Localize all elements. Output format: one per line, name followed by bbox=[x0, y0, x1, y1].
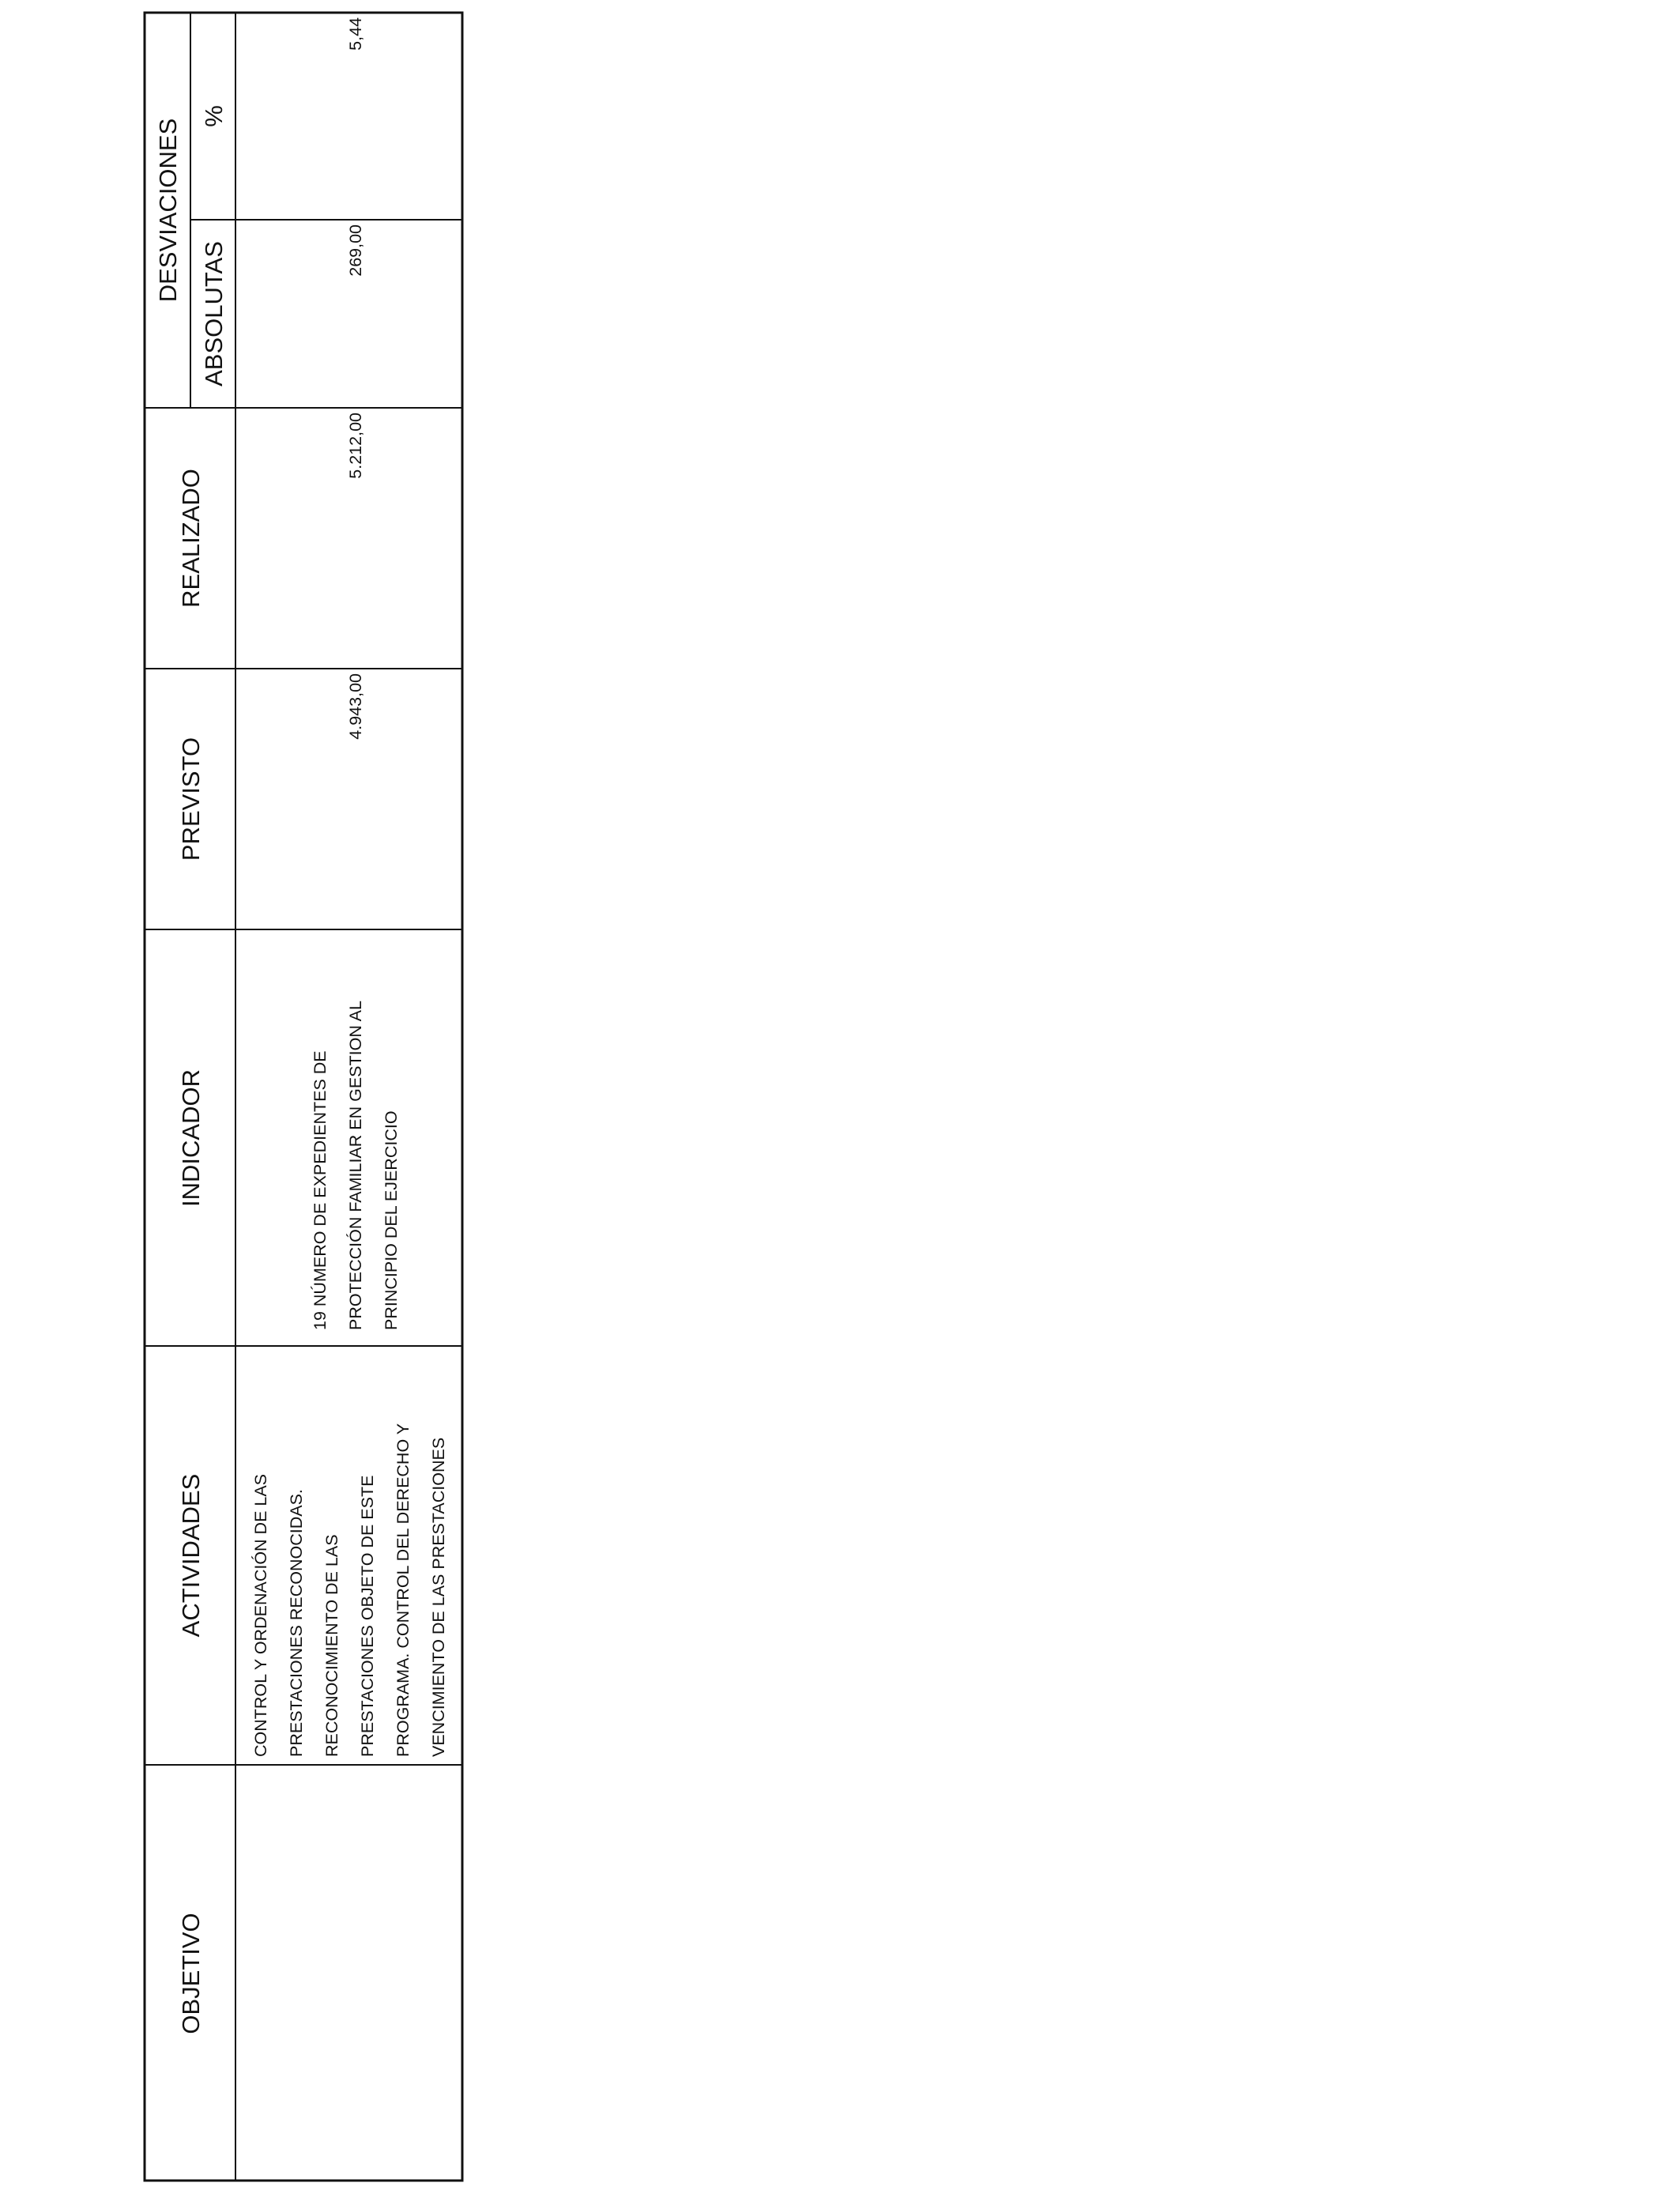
cell-porcentaje: 5,44 bbox=[346, 17, 365, 51]
actividades-line: PRESTACIONES RECONOCIDAS. bbox=[287, 1489, 306, 1757]
indicador-line: PRINCIPIO DEL EJERCICIO bbox=[382, 1110, 401, 1330]
indicador-line: PROTECCIÓN FAMILIAR EN GESTION AL bbox=[346, 1001, 365, 1330]
header-indicador: INDICADOR bbox=[177, 1069, 205, 1207]
cell-previsto: 4.943,00 bbox=[346, 673, 365, 740]
actividades-line: RECONOCIMIENTO DE LAS bbox=[322, 1534, 341, 1757]
header-previsto: PREVISTO bbox=[177, 737, 205, 861]
actividades-line: PROGRAMA. CONTROL DEL DERECHO Y bbox=[394, 1423, 412, 1757]
cell-absolutas: 269,00 bbox=[346, 224, 365, 277]
header-porcentaje: % bbox=[200, 105, 228, 127]
indicador-line: 19 NÚMERO DE EXPEDIENTES DE bbox=[311, 1050, 330, 1330]
cell-indicador bbox=[310, 1001, 401, 1330]
cell-actividades bbox=[250, 1423, 448, 1757]
actividades-line: VENCIMIENTO DE LAS PRESTACIONES bbox=[429, 1437, 448, 1757]
header-realizado: REALIZADO bbox=[177, 469, 205, 608]
header-absolutas: ABSOLUTAS bbox=[200, 241, 228, 386]
header-objetivo: OBJETIVO bbox=[177, 1913, 205, 2034]
data-row bbox=[250, 17, 448, 1757]
actividades-line: CONTROL Y ORDENACIÓN DE LAS bbox=[251, 1473, 270, 1757]
actividades-line: PRESTACIONES OBJETO DE ESTE bbox=[358, 1475, 377, 1757]
header-actividades: ACTIVIDADES bbox=[177, 1473, 205, 1638]
cell-realizado: 5.212,00 bbox=[346, 413, 365, 479]
header-desviaciones: DESVIACIONES bbox=[154, 118, 182, 303]
